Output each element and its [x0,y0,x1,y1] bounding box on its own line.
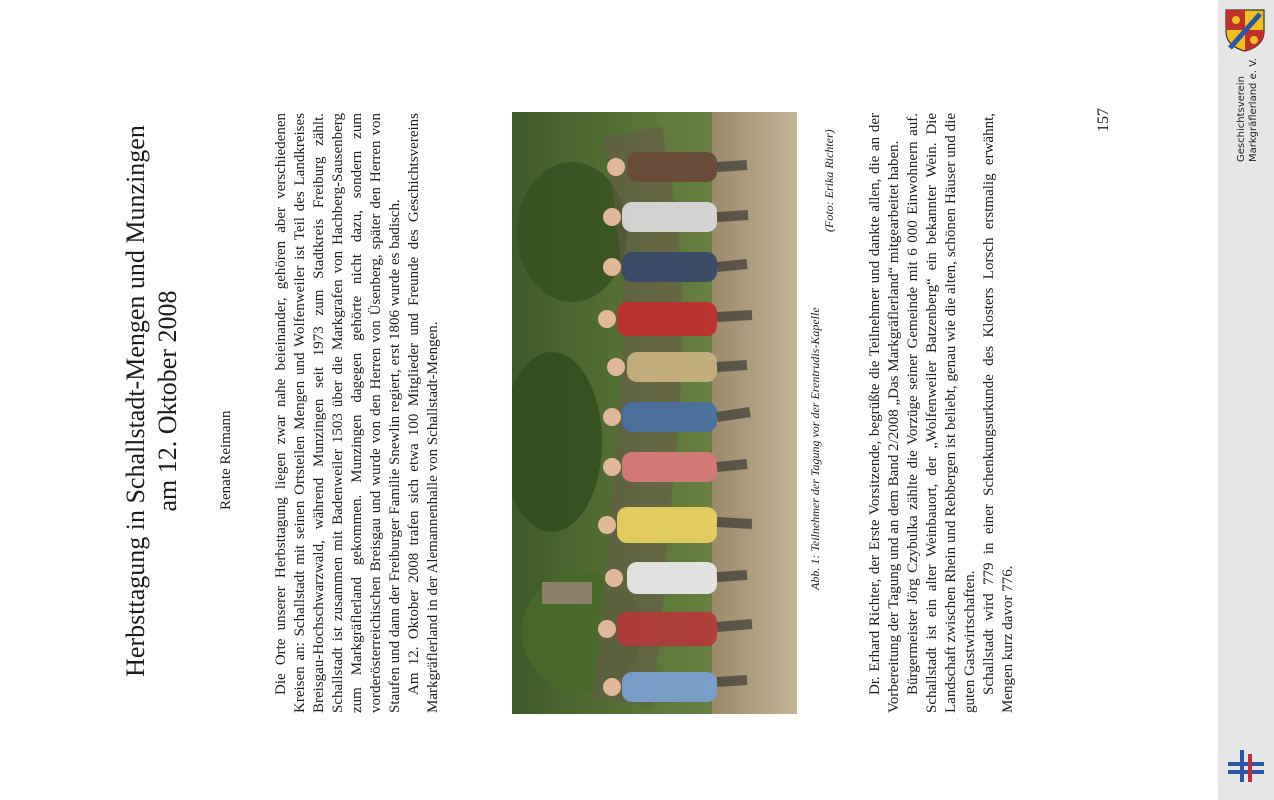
article-title [120,121,184,681]
photo-credit: (Foto: Erika Richter) [822,129,836,232]
intro-text [272,113,443,713]
body-paragraph: Dr. Erhard Richter, der Erste Vorsitzende, begrüßte die Teilnehmer und dankte allen, die an der Vorbereitung der Tagung und an dem Band 2/2008 „Das Markgräflerland“ mitgearbeitet haben. [867,113,902,713]
body-paragraph: Bürgermeister Jörg Czybulka zählte die Vorzüge seiner Gemeinde mit 6 000 Einwohnern auf. Schallstadt ist ein alter Weinbauort, der „Wolfenweiler Batzenberg“ ein bekannter Wein. Die Landschaft zwischen Rhein und Rebbergen ist beliebt, genau wie die alten, schönen Häuser und die guten Gastwirtschaften. [905,113,978,713]
archive-sidebar [1218,0,1274,800]
society-name [1236,58,1260,162]
title-line-1: Herbsttagung in Schallstadt-Mengen und Munzingen [121,125,150,677]
intro-paragraph: Die Orte unserer Herbsttagung liegen zwar nahe beieinander, gehören aber verschiedenen Kreisen an: Schallstadt mit seinen Ortsteilen Mengen und Wolfenweiler ist Teil des Landkreises Breisgau-Hochschwarzwald, während Munzingen seit 1973 zum Stadtkreis Freiburg zählt. Schallstadt ist zusammen mit Badenweiler 1503 über die Markgrafen von Hachberg-Sausenberg zum Markgräflerland gekommen. Munzingen dagegen gehörte nicht dazu, sondern zum vorderösterreichischen Breisgau und wurde von den Herren von Üsenberg, später den Herren von Staufen und dann der Freiburger Familie Snewlin regiert, erst 1806 wurde es badisch. [273,113,403,713]
group-photo [512,112,797,714]
body-text [866,113,1018,713]
library-logo-icon [1224,744,1268,793]
intro-paragraph: Am 12. Oktober 2008 trafen sich etwa 100 Mitglieder und Freunde des Geschichtsvereins Markgräflerland in der Alemannenhalle von Schallstadt-Mengen. [406,113,441,713]
society-line-1: Geschichtsverein [1236,76,1247,162]
photo-caption: Abb. 1: Teilnehmer der Tagung vor der Erentrudis-Kapelle [808,307,822,590]
page-number: 157 [1095,108,1112,132]
author: Renate Reimann [218,410,234,510]
society-line-2: Markgräflerland e. V. [1248,58,1259,162]
crest-icon [1224,8,1266,57]
title-line-2: am 12. Oktober 2008 [153,290,182,512]
body-paragraph: Schallstadt wird 779 in einer Schenkungsurkunde des Klosters Lorsch erstmalig erwähnt, Mengen kurz davor 776. [981,113,1016,713]
